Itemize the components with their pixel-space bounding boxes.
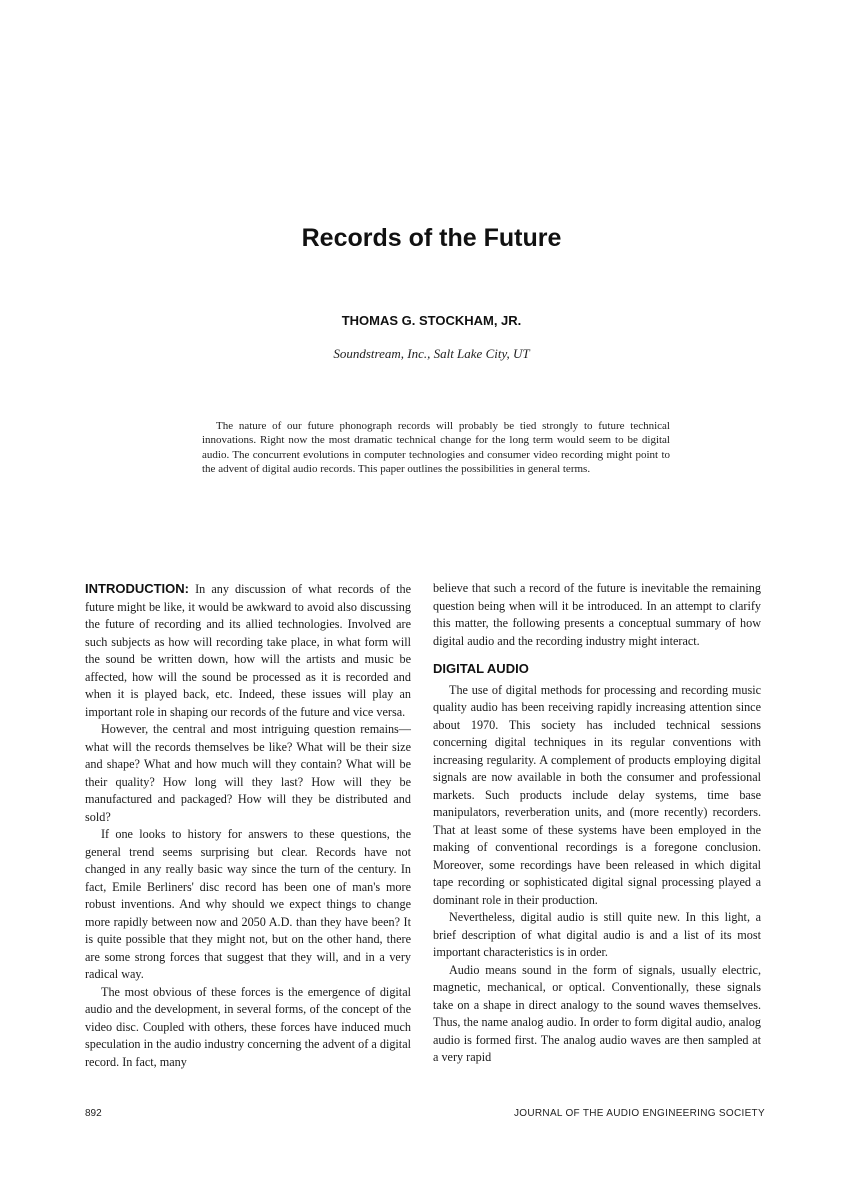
paragraph: believe that such a record of the future is inevitable the remaining question being when will it be introduced. In an attempt to clarify this matter, the following presents a conceptual summary of how digital audio and the recording industry might interact.	[433, 581, 761, 648]
abstract	[202, 419, 670, 476]
abstract-text: The nature of our future phonograph records will probably be tied strongly to future technical innovations. Right now the most dramatic technical change for the long term would seem to be digital audio. The concurrent evolutions in computer technologies and consumer video recording might point to the advent of digital audio records. This paper outlines the possibilities in general terms.	[202, 420, 670, 475]
left-column	[85, 580, 411, 1071]
paragraph: If one looks to history for answers to these questions, the general trend seems surprising but clear. Records have not changed in any really basic way since the turn of the century. In fact, Emile Berliners' disc record has been one of man's more robust inventions. And why should we expect things to change more rapidly between now and 2050 A.D. than they have been? It is quite possible that they might not, but on the other hand, there are some strong forces that suggest that they will, and in a very radical way.	[85, 827, 411, 981]
paragraph: Nevertheless, digital audio is still quite new. In this light, a brief description of what digital audio is and a list of its most important characteristics is in order.	[433, 910, 761, 959]
section-heading-digital-audio: DIGITAL AUDIO	[433, 661, 529, 676]
journal-name: JOURNAL OF THE AUDIO ENGINEERING SOCIETY	[514, 1108, 765, 1119]
paragraph: The most obvious of these forces is the emergence of digital audio and the development, in several forms, of the concept of the video disc. Coupled with others, these forces have induced much speculation in the audio industry concerning the advent of a digital record. In fact, many	[85, 984, 411, 1069]
article-title: Records of the Future	[301, 224, 562, 252]
page-number: 892	[85, 1108, 102, 1119]
intro-paragraph	[85, 580, 411, 721]
right-column	[433, 580, 761, 1067]
intro-text: In any discussion of what records of the future might be like, it would be awkward to avoid also discussing the future of recording and its allied technologies. Involved are such subjects as how will recording take place, in what form will the sound be written down, how will the artists and music be affected, how will the sound be processed as it is recorded and when it is played back, etc. Indeed, these issues will play an important role in shaping our records of the future and vice versa.	[85, 582, 411, 719]
author-name: THOMAS G. STOCKHAM, JR.	[341, 313, 522, 328]
author-affiliation: Soundstream, Inc., Salt Lake City, UT	[333, 346, 530, 361]
paragraph: However, the central and most intriguing question remains—what will the records themselves be like? What will be their size and shape? What and how much will they contain? What will be their quality? How long will they last? How will they be manufactured and packaged? How will they be distributed and sold?	[85, 722, 411, 824]
paragraph: Audio means sound in the form of signals, usually electric, magnetic, mechanical, or optical. Conventionally, these signals take on a shape in direct analogy to the sound waves themselves. Thus, the name analog audio. In order to form digital audio, analog audio is formed first. The analog audio waves are then sampled at a very rapid	[433, 962, 761, 1064]
paragraph: The use of digital methods for processing and recording music quality audio has been receiving rapidly increasing attention since about 1970. This society has included technical sessions concerning digital techniques in its regular conventions with increasing regularity. A complement of products employing digital signals are now available in both the consumer and professional markets. Such products include delay systems, time base manipulators, reverberation units, and (more recently) recorders. That at least some of these systems have been employed in the making of conventional recordings is a foregone conclusion. Moreover, some recordings have been released in which digital tape recording or sophisticated digital signal processing played a dominant role in their production.	[433, 682, 761, 907]
intro-heading: INTRODUCTION:	[85, 581, 189, 596]
